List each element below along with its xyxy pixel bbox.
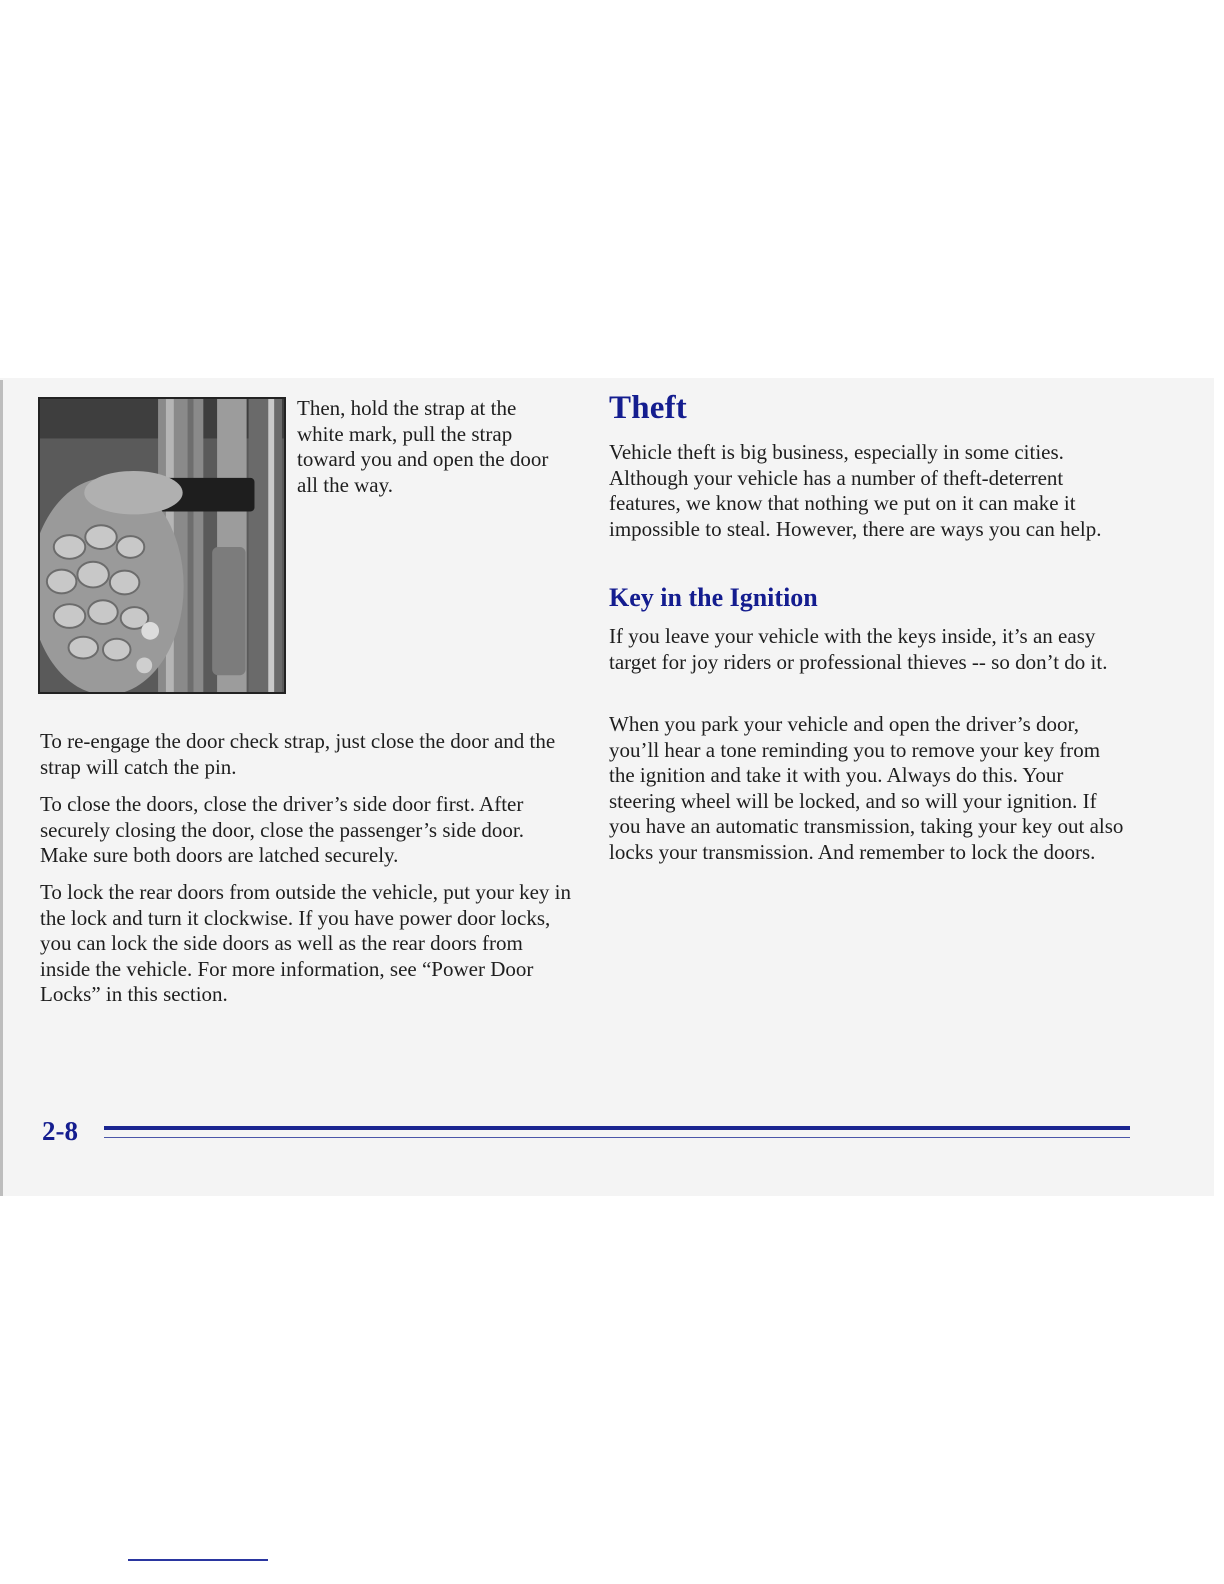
bottom-margin-line bbox=[128, 1559, 268, 1561]
door-check-strap-photo bbox=[38, 397, 286, 694]
paragraph-reengage-strap: To re-engage the door check strap, just close the door and the strap will catch the pin. bbox=[40, 729, 556, 779]
photo-caption: Then, hold the strap at the white mark, pull the strap toward you and open the door all the way. bbox=[297, 396, 549, 497]
subheading-key-in-ignition: Key in the Ignition bbox=[609, 583, 818, 612]
paragraph-key-reminder-tone: When you park your vehicle and open the driver’s door, you’ll hear a tone reminding you to remove your key from the ignition and take it with you. Always do this. Your steering wheel will be locked, and so will your ignition. If you have an automatic transmission, taking your key out also locks your transmission. And remember to lock the doors. bbox=[609, 712, 1124, 864]
page-edge-shadow bbox=[0, 380, 3, 1196]
paragraph-theft-intro: Vehicle theft is big business, especially in some cities. Although your vehicle has a number of theft-deterrent features, we know that nothing we put on it can make it impossible to steal. However, there are ways you can help. bbox=[609, 440, 1102, 541]
footer-rule-thin bbox=[104, 1137, 1130, 1138]
paragraph-keys-inside: If you leave your vehicle with the keys inside, it’s an easy target for joy riders or professional thieves -- so don’t do it. bbox=[609, 624, 1108, 674]
page-number: 2-8 bbox=[42, 1116, 78, 1146]
paragraph-close-doors: To close the doors, close the driver’s side door first. After securely closing the door, close the passenger’s side door. Make sure both doors are latched securely. bbox=[40, 792, 524, 867]
footer-rule-thick bbox=[104, 1126, 1130, 1130]
paragraph-lock-rear-doors: To lock the rear doors from outside the vehicle, put your key in the lock and turn it clockwise. If you have power door locks, you can lock the side doors as well as the rear doors from inside the vehicle. For more information, see “Power Door Locks” in this section. bbox=[40, 880, 571, 1006]
section-heading-theft: Theft bbox=[609, 390, 687, 426]
